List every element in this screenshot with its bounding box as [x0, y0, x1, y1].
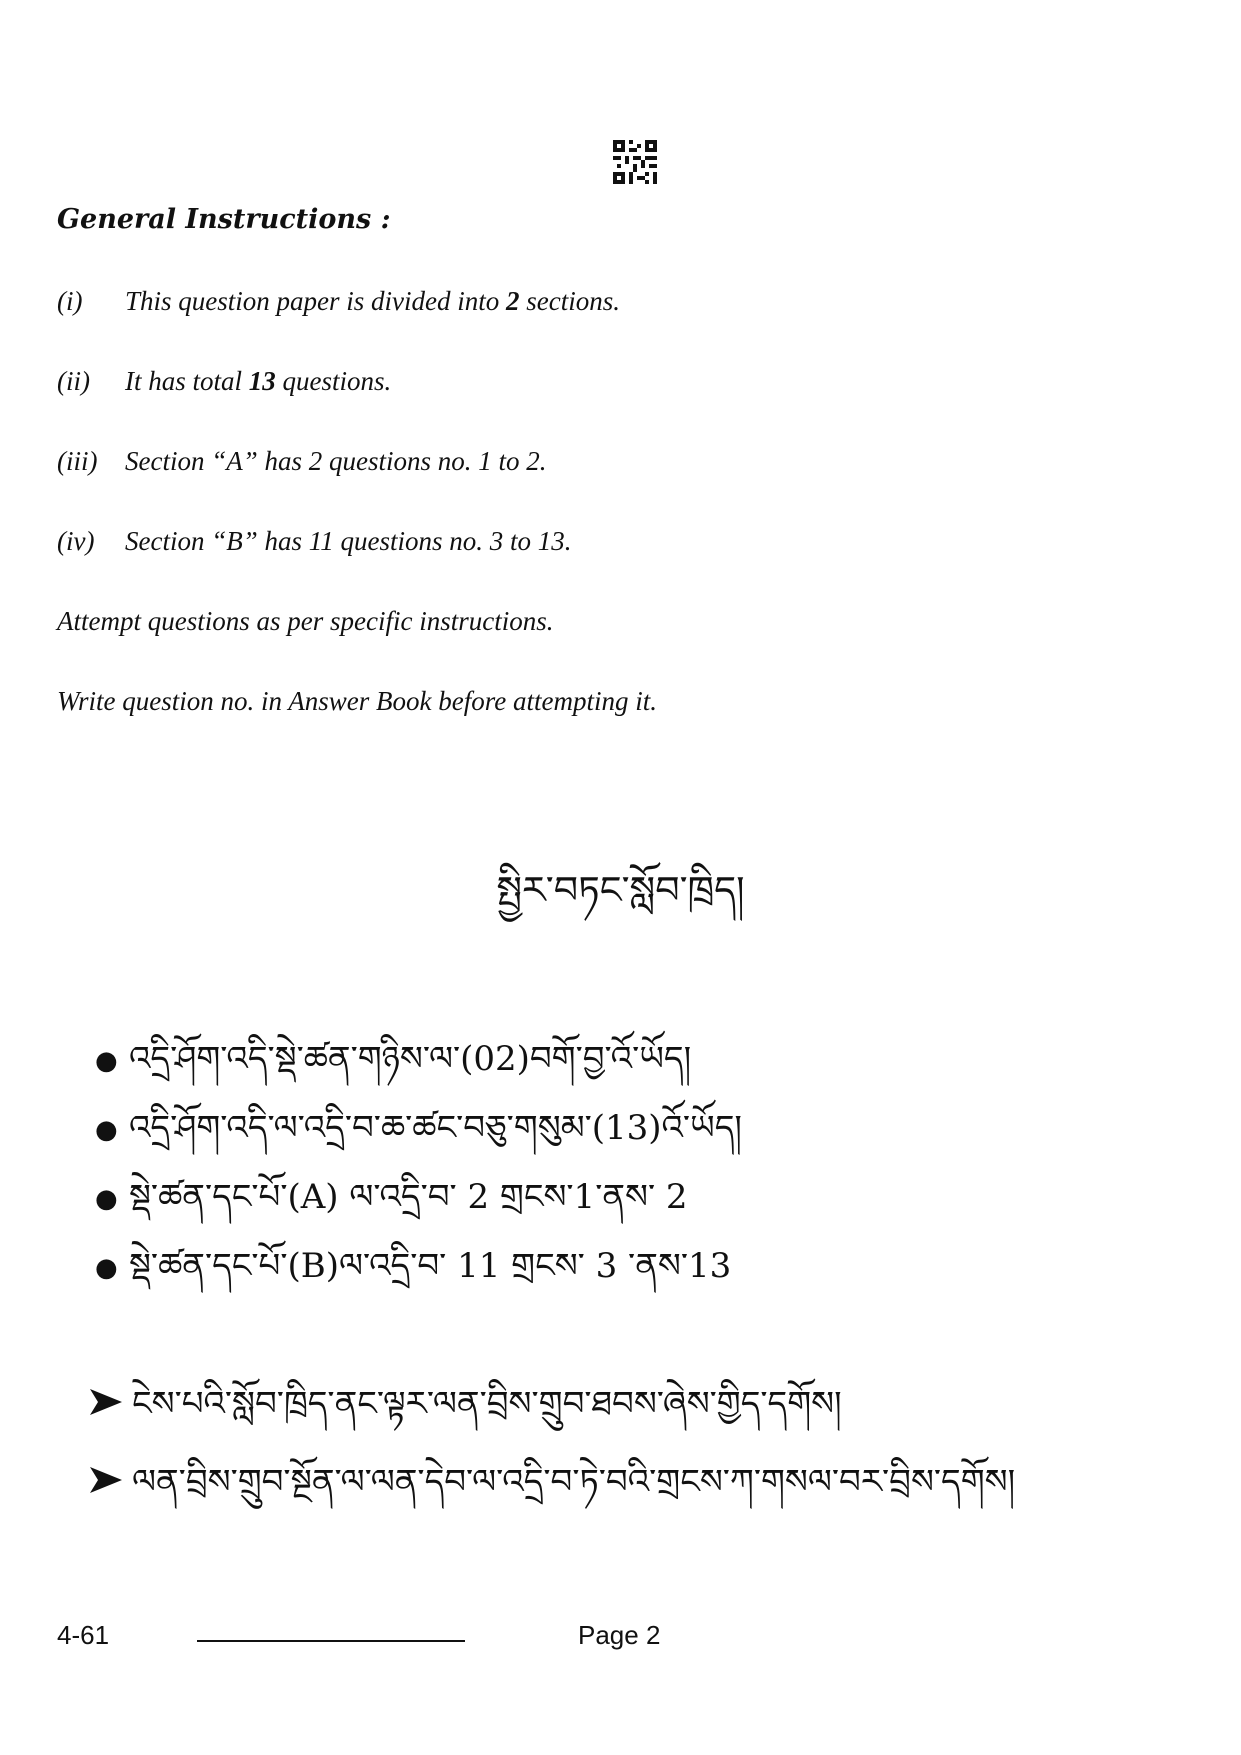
instruction-text: This question paper is divided into — [125, 286, 506, 316]
instruction-item — [57, 526, 572, 557]
tibetan-bullet-list — [95, 1020, 742, 1296]
instruction-number: (iii) — [57, 446, 98, 476]
bullet-icon: ● — [95, 1253, 118, 1283]
tibetan-bullet-text: འདྲི་ཤོག་འདི་ལ་འདྲི་བ་ཆ་ཚང་བཅུ་གསུམ་(13)འོ་ཡོད། — [129, 1108, 742, 1148]
tibetan-title: སྤྱིར་བཏང་སློབ་ཁྲིད། — [496, 868, 745, 912]
arrow-bullet-icon — [88, 1386, 132, 1426]
arrow-bullet-icon — [88, 1464, 132, 1504]
instruction-number: (i) — [57, 286, 83, 316]
page-number: Page 2 — [578, 1620, 661, 1650]
instruction-number: (iv) — [57, 526, 95, 556]
instruction-number: (ii) — [57, 366, 90, 396]
bullet-icon: ● — [95, 1046, 118, 1076]
tibetan-direction-text: ངེས་པའི་སློབ་ཁྲིད་ནང་ལྟར་ལན་བྲིས་གྲུབ་ཐབས་ཞེས་གྱིད་དགོས། — [132, 1384, 842, 1424]
instruction-text: It has total — [125, 366, 249, 396]
tibetan-bullet-text: འདྲི་ཤོག་འདི་སྡེ་ཚན་གཉིས་ལ་(02)བགོ་བྱ་འོ་ཡོད། — [129, 1039, 692, 1079]
instruction-text: Section “B” has 11 questions no. 3 to 13. — [125, 526, 572, 556]
footer-divider — [197, 1640, 465, 1642]
list-item — [88, 1443, 1015, 1521]
tibetan-bullet-text: སྡེ་ཚན་དང་པོ་(A) ལ་འདྲི་བ་ 2 གྲངས་1་ནས་ 2 — [129, 1177, 688, 1217]
instruction-text-end: questions. — [275, 366, 392, 396]
qr-code — [613, 140, 657, 184]
instruction-item — [57, 366, 391, 397]
answer-book-note: Write question no. in Answer Book before attempting it. — [57, 686, 657, 716]
list-item — [95, 1158, 742, 1227]
list-item — [95, 1020, 742, 1089]
instruction-text: Section “A” has 2 questions no. 1 to 2. — [125, 446, 547, 476]
instruction-text-end: sections. — [519, 286, 620, 316]
instruction-emphasis: 2 — [506, 286, 520, 316]
tibetan-bullet-text: སྡེ་ཚན་དང་པོ་(B)ལ་འདྲི་བ་ 11 གྲངས་ 3 ་ནས་13 — [129, 1246, 732, 1286]
instruction-item — [57, 446, 547, 477]
instruction-item — [57, 286, 620, 317]
list-item — [95, 1089, 742, 1158]
list-item — [95, 1227, 742, 1296]
tibetan-direction-list — [88, 1365, 1015, 1521]
list-item — [88, 1365, 1015, 1443]
bullet-icon: ● — [95, 1184, 118, 1214]
tibetan-direction-text: ལན་བྲིས་གྲུབ་སྔོན་ལ་ལན་དེབ་ལ་འདྲི་བ་ཏེ་བའི་གྲངས་ཀ་གསལ་བར་བྲིས་དགོས། — [132, 1462, 1016, 1502]
bullet-icon: ● — [95, 1115, 118, 1145]
paper-code: 4-61 — [57, 1620, 110, 1650]
instruction-emphasis: 13 — [248, 366, 276, 396]
general-instructions-heading: General Instructions : — [57, 204, 391, 235]
attempt-note: Attempt questions as per specific instructions. — [57, 606, 554, 636]
